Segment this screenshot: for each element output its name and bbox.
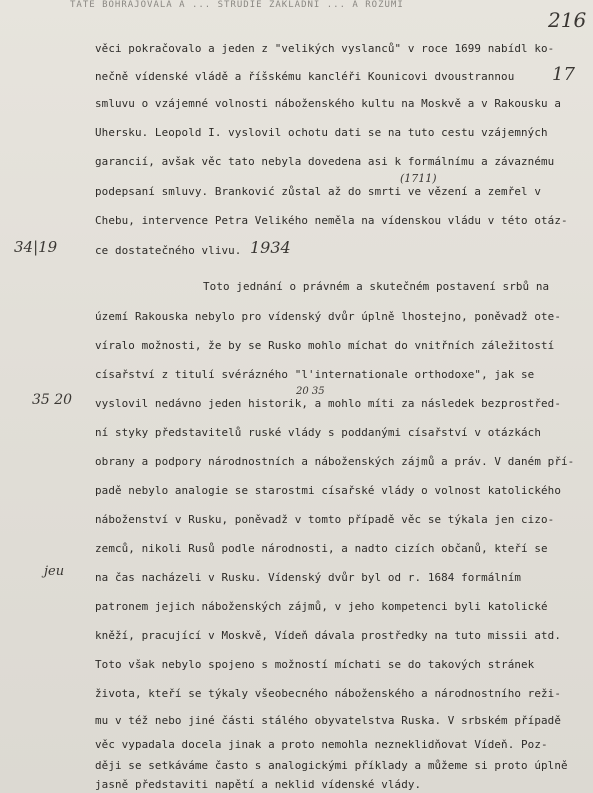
- text-line-12: císařství z titulí svérázného "l'internationale orthodoxe", jak se: [95, 368, 535, 381]
- handwritten-page-number: 216: [548, 8, 587, 32]
- text-line-8: ce dostatečného vlivu.: [95, 244, 242, 257]
- text-line-1: věci pokračovalo a jeden z "velikých vyslanců" v roce 1699 nabídl ko-: [95, 42, 555, 55]
- handwritten-year-1934: 1934: [250, 238, 291, 257]
- header-text-strip: TATE BOHRAJOVALA A ... STRUDIE ZAKLADNI ... A ROZUMI: [70, 0, 404, 10]
- text-line-26: ději se setkáváme často s analogickými příklady a můžeme si proto úplně: [95, 759, 568, 772]
- text-line-25: věc vypadala docela jinak a proto nemohla nezneklidňovat Vídeň. Poz-: [95, 738, 548, 751]
- handwritten-margin-3419: 34|19: [14, 238, 58, 256]
- text-line-27: jasně představiti napětí a neklid vídenské vlády.: [95, 778, 422, 791]
- text-line-4: Uhersku. Leopold I. vyslovil ochotu dati se na tuto cestu vzájemných: [95, 126, 548, 139]
- text-line-6: podepsaní smluvy. Branković zůstal až do smrti ve vězení a zemřel v: [95, 185, 541, 198]
- text-line-19: na čas nacházeli v Rusku. Vídenský dvůr byl od r. 1684 formálním: [95, 571, 522, 584]
- text-line-24: mu v též nebo jiné části stálého obyvatelstva Ruska. V srbském případě: [95, 714, 561, 727]
- text-line-18: zemců, nikoli Rusů podle národnosti, a nadto cizích občanů, kteří se: [95, 542, 548, 555]
- text-line-3: smluvu o vzájemné volnosti náboženského kultu na Moskvě a v Rakousku a: [95, 97, 561, 110]
- text-line-23: života, kteří se týkaly všeobecného náboženského a národnostního reži-: [95, 687, 561, 700]
- text-line-13: vyslovil nedávno jeden historik, a mohlo míti za následek bezprostřed-: [95, 397, 561, 410]
- handwritten-margin-35-20: 35 20: [32, 392, 73, 408]
- text-line-17: náboženství v Rusku, poněvadž v tomto případě věc se týkala jen cizo-: [95, 513, 555, 526]
- text-line-20: patronem jejich náboženských zájmů, v jeho kompetenci byli katolické: [95, 600, 548, 613]
- handwritten-margin-17: 17: [552, 64, 575, 85]
- handwritten-year-1711: (1711): [400, 172, 437, 185]
- text-line-14: ní styky představitelů ruské vlády s poddanými císařství v otázkách: [95, 426, 541, 439]
- text-line-2: nečně vídenské vládě a říšskému kancléři Kounicovi dvoustrannou: [95, 70, 515, 83]
- text-line-11: víralo možnosti, že by se Rusko mohlo míchat do vnitřních záležitostí: [95, 339, 555, 352]
- text-line-7: Chebu, intervence Petra Velikého neměla na vídenskou vládu v této otáz-: [95, 214, 568, 227]
- text-line-21: kněží, pracující v Moskvě, Vídeň dávala prostředky na tuto missii atd.: [95, 629, 561, 642]
- handwritten-number-2035: 20 35: [296, 386, 325, 397]
- handwritten-margin-jeu: jeu: [44, 564, 65, 579]
- text-line-22: Toto však nebylo spojeno s možností míchati se do takových stránek: [95, 658, 535, 671]
- text-line-5: garancií, avšak věc tato nebyla dovedena asi k formálnímu a závaznému: [95, 155, 555, 168]
- text-line-9: Toto jednání o právném a skutečném postavení srbů na: [203, 280, 550, 293]
- text-line-15: obrany a podpory národnostních a náboženských zájmů a práv. V daném pří-: [95, 455, 575, 468]
- text-line-10: území Rakouska nebylo pro vídenský dvůr úplně lhostejno, poněvadž ote-: [95, 310, 561, 323]
- text-line-16: padě nebylo analogie se starostmi císařské vlády o volnost katolického: [95, 484, 561, 497]
